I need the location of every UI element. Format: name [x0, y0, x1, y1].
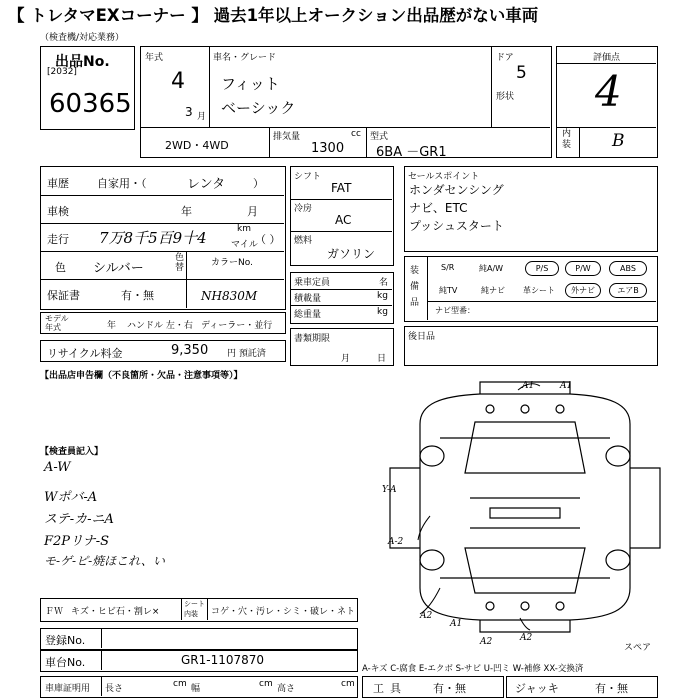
- registration-box: [40, 628, 358, 650]
- top-info-box: [140, 46, 552, 158]
- color-value: シルバー: [93, 261, 144, 276]
- seats-label: 乗車定員: [294, 278, 331, 288]
- equip-navi: 純ナビ: [481, 286, 505, 295]
- displacement-cc: cc: [351, 129, 361, 139]
- damage-mark: A1: [560, 381, 573, 391]
- mileage-unit-mile: マイル: [231, 240, 258, 250]
- lot-box: [40, 46, 135, 130]
- damage-mark: A1: [522, 381, 535, 391]
- damage-mark: Y-A: [382, 485, 397, 495]
- fw-items: キズ・ヒビ石・割レ×: [71, 607, 160, 617]
- year-month-unit: 月: [197, 112, 207, 122]
- inspection-year: 年: [181, 205, 192, 218]
- registration-label: 登録No.: [45, 634, 86, 647]
- cert-length-unit: cm: [173, 679, 187, 689]
- equip-sr: S/R: [441, 263, 455, 272]
- score-box: [556, 46, 658, 158]
- later-items-label: 後日品: [408, 332, 436, 342]
- model-grade: ベーシック: [221, 99, 296, 117]
- reg-period-box: [290, 328, 394, 366]
- lot-number: 60365: [49, 89, 132, 119]
- sales-point-item: プッシュスタート: [409, 219, 504, 233]
- type-value: 6BA －GR1: [376, 145, 447, 160]
- interior-label: 内装: [562, 129, 572, 150]
- damage-mark: A2: [420, 611, 433, 621]
- chassis-box: [40, 650, 358, 672]
- header-subtitle: （検査機/対応業務）: [40, 33, 125, 43]
- reg-period-month: 月: [341, 354, 351, 364]
- doors-value: 5: [516, 63, 527, 83]
- inspection-label: 車検: [47, 205, 69, 218]
- inspector-note: ステ-カ-ニA: [44, 512, 114, 527]
- color-change-label: 色替: [175, 253, 185, 273]
- recycle-label: リサイクル料金: [47, 347, 123, 360]
- tools-label: 工具: [373, 682, 407, 695]
- warranty-label: 保証書: [47, 289, 80, 302]
- damage-mark: A1: [450, 619, 463, 629]
- mileage-value: 7万8千5百9十4: [99, 229, 207, 247]
- fw-box: [40, 598, 358, 622]
- jack-box: [506, 676, 658, 698]
- model-year-box: [40, 312, 286, 334]
- seat-label: シート内装: [184, 600, 205, 618]
- damage-mark: A-2: [388, 537, 404, 547]
- equipment-label: 装備品: [410, 266, 420, 308]
- lot-label: 出品No.: [55, 54, 110, 70]
- sales-points-label: セールスポイント: [408, 172, 480, 182]
- lot-stamp: [2032]: [47, 67, 77, 77]
- cert-height: 高さ: [277, 684, 296, 694]
- jack-label: ジャッキ: [515, 682, 559, 695]
- displacement-label: 排気量: [273, 132, 301, 142]
- damage-mark: A2: [480, 637, 493, 647]
- jack-value: 有・無: [595, 682, 628, 695]
- fw-label: ＦＷ: [45, 607, 64, 617]
- doors-label: ドア: [496, 53, 514, 63]
- warranty-value: 有・無: [121, 289, 154, 302]
- sales-points-box: [404, 166, 658, 252]
- recycle-unit: 円 預託済: [227, 349, 266, 359]
- equip-ps: P/S: [525, 261, 559, 276]
- weight-label: 総重量: [294, 310, 322, 320]
- history-options: 自家用・（: [97, 177, 147, 190]
- damage-mark: A2: [520, 633, 533, 643]
- mileage-paren: （ ）: [255, 233, 281, 246]
- cert-width: 幅: [191, 684, 201, 694]
- tools-box: [362, 676, 504, 698]
- equip-navi-model: ナビ型番：: [435, 306, 475, 315]
- history-value: レンタ: [187, 177, 226, 192]
- seat-items: コゲ・穴・汚レ・シミ・破レ・ネト: [211, 607, 356, 617]
- interior-value: B: [612, 131, 625, 151]
- capacity-box: [290, 272, 394, 324]
- shift-value: FAT: [331, 181, 352, 195]
- equip-ext-navi: 外ナビ: [565, 283, 601, 298]
- score-value: 4: [595, 67, 622, 116]
- load-unit: kg: [377, 291, 388, 301]
- mileage-label: 走行: [47, 233, 69, 246]
- later-items-box: [404, 326, 658, 366]
- shift-label: シフト: [294, 172, 322, 182]
- model-label: 車名・グレード: [213, 53, 277, 63]
- seats-unit: 名: [379, 278, 389, 288]
- aircon-value: AC: [335, 213, 352, 227]
- spec-box: [290, 166, 394, 266]
- reg-period-label: 書類期限: [294, 334, 331, 344]
- recycle-box: [40, 340, 286, 362]
- model-year-year: 年: [107, 321, 117, 331]
- chassis-value: GR1-1107870: [181, 653, 265, 667]
- tools-value: 有・無: [433, 682, 466, 695]
- score-label: 評価点: [592, 53, 620, 63]
- legend: A-キズ C-腐食 E-エクボ S-サビ U-凹ミ W-補修 XX-交換済: [362, 664, 584, 674]
- color-no-label: カラーNo.: [211, 258, 253, 268]
- model-name: フィット: [221, 75, 280, 93]
- displacement-value: 1300: [311, 141, 345, 156]
- year-month: 3: [185, 105, 193, 119]
- model-year-label: モデル年式: [45, 314, 69, 332]
- recycle-value: 9,350: [171, 343, 209, 358]
- equip-leather: 革シート: [523, 286, 555, 295]
- seller-notes-label: 【出品店申告欄（不良箇所・欠品・注意事項等）】: [40, 371, 243, 381]
- sales-point-item: ナビ、ETC: [409, 201, 468, 215]
- equip-airbag: エアB: [609, 283, 647, 298]
- fuel-value: ガソリン: [327, 247, 376, 261]
- inspection-month: 月: [247, 205, 258, 218]
- header-banner: 【 トレタマEXコーナー 】 過去1年以上オークション出品歴がない車両: [0, 0, 700, 32]
- chassis-label: 車台No.: [45, 656, 86, 669]
- year-era: 4: [171, 69, 185, 94]
- cert-box: [40, 676, 358, 698]
- load-label: 積載量: [294, 294, 322, 304]
- inspector-note: Wポバ-A: [44, 490, 98, 505]
- reg-period-day: 日: [377, 354, 387, 364]
- spare-label: スペア: [624, 643, 652, 653]
- details-box: [40, 166, 286, 310]
- weight-unit: kg: [377, 307, 388, 317]
- equip-aw: 純A/W: [479, 264, 504, 273]
- color-no-value: NH830M: [201, 289, 258, 303]
- model-year-handle: ハンドル 左・右: [127, 321, 193, 331]
- cert-length: 長さ: [105, 684, 124, 694]
- equipment-box: [404, 256, 658, 322]
- inspector-note: モ-ゲ-ピ-焼ほこれ、い: [44, 554, 165, 568]
- inspector-label: 【検査員記入】: [40, 447, 104, 457]
- cert-label: 車庫証明用: [45, 684, 91, 694]
- type-label: 型式: [370, 132, 389, 142]
- color-label: 色: [55, 261, 66, 274]
- inspector-note: A-W: [44, 460, 71, 475]
- inspector-note: F2Pリナ-S: [44, 534, 110, 549]
- sales-point-item: ホンダセンシング: [409, 183, 504, 197]
- car-damage-diagram: [380, 378, 670, 648]
- cert-height-unit: cm: [341, 679, 355, 689]
- mileage-unit-km: km: [237, 224, 251, 234]
- equip-tv: 純TV: [439, 286, 458, 295]
- equip-pw: P/W: [565, 261, 601, 276]
- history-label: 車歴: [47, 177, 69, 190]
- history-close: ）: [253, 177, 264, 190]
- fuel-label: 燃料: [294, 236, 313, 246]
- aircon-label: 冷房: [294, 204, 313, 214]
- drive-label: 2WD・4WD: [165, 139, 229, 152]
- shape-label: 形状: [496, 92, 515, 102]
- model-year-dealer: ディーラー・並行: [201, 321, 273, 331]
- cert-width-unit: cm: [259, 679, 273, 689]
- equip-abs: ABS: [609, 261, 647, 276]
- year-label: 年式: [145, 53, 164, 63]
